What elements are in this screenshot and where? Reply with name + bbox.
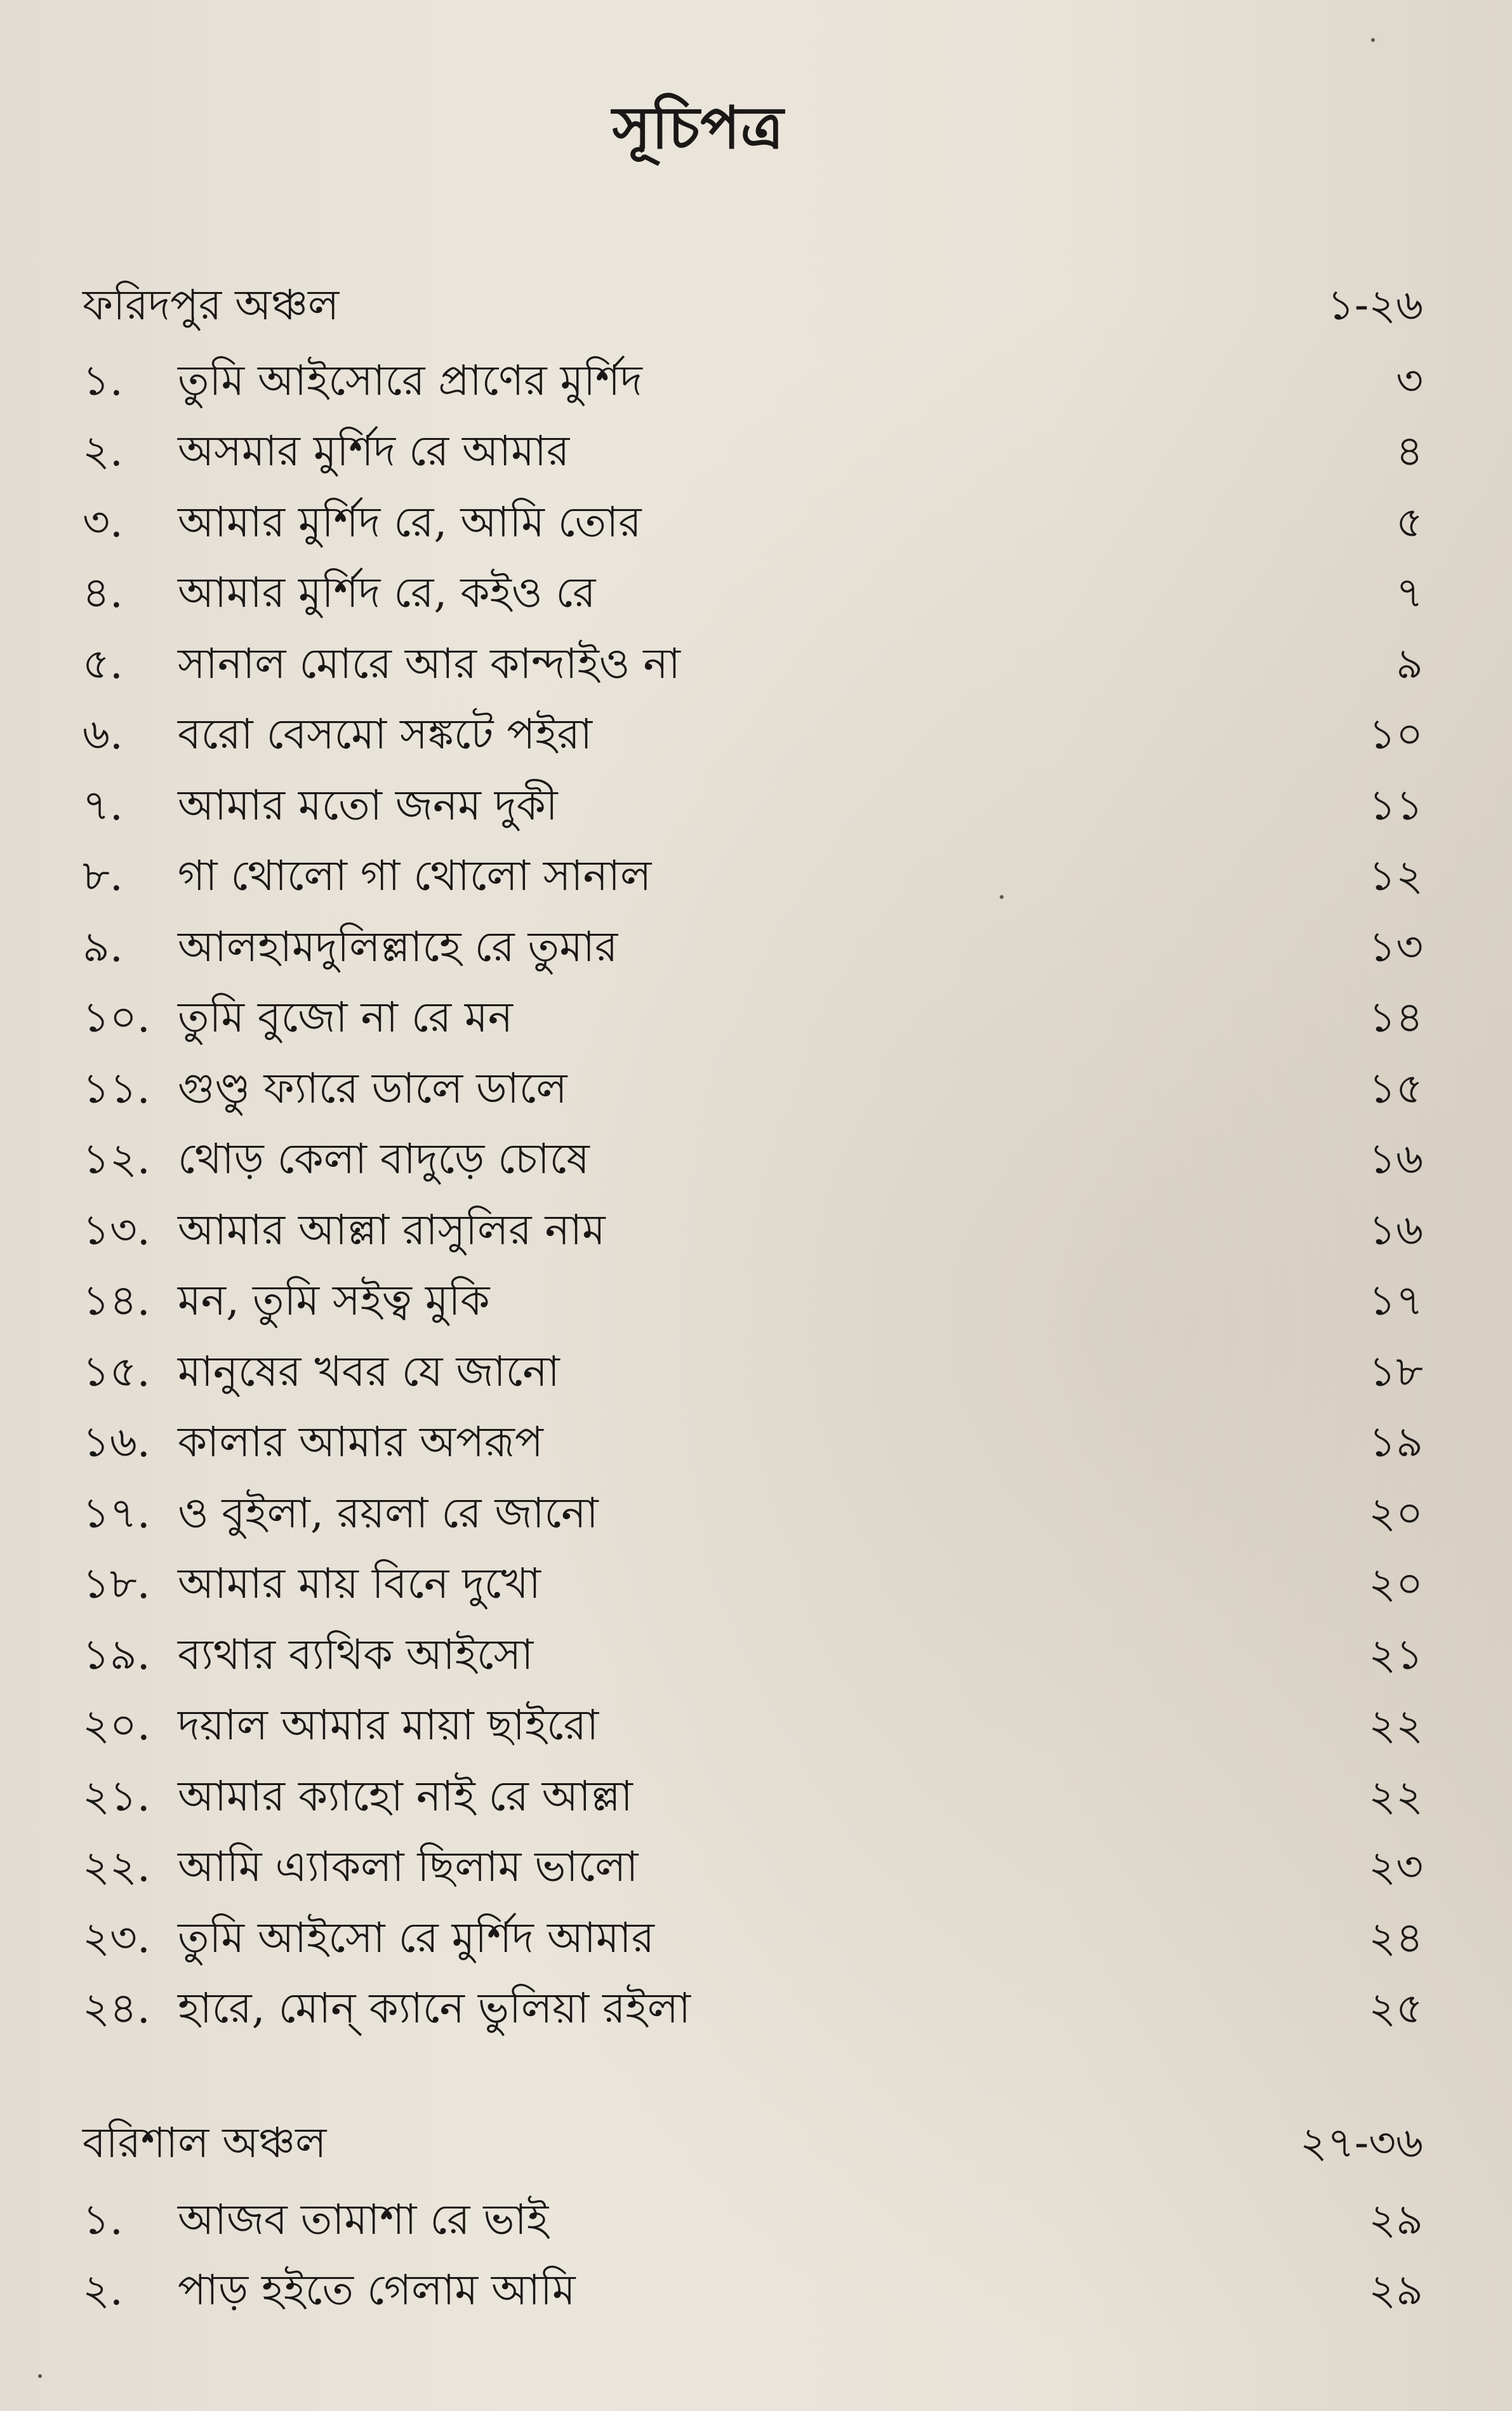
entry-title: আমার ক্যাহো নাই রে আল্লা xyxy=(178,1771,633,1821)
entry-page: ১৯ xyxy=(1369,1418,1423,1467)
entry-page: ১৪ xyxy=(1369,993,1423,1042)
entry-page: ৫ xyxy=(1396,497,1423,547)
section-header-barishal xyxy=(83,2114,1423,2177)
toc-entry[interactable] xyxy=(83,1197,1423,1268)
entry-number: ১৭. xyxy=(83,1488,150,1538)
toc-entry[interactable] xyxy=(83,1763,1423,1835)
section-page-range: ১-২৬ xyxy=(1327,281,1423,329)
section-name: ফরিদপুর অঞ্চল xyxy=(83,281,340,329)
entry-title: দয়াল আমার মায়া ছাইরো xyxy=(178,1701,599,1750)
entry-title: আমার আল্লা রাসুলির নাম xyxy=(178,1205,606,1254)
toc-entry[interactable] xyxy=(83,489,1423,561)
entry-number: ১৩. xyxy=(83,1205,150,1254)
entry-number: ৮. xyxy=(83,851,123,901)
entry-title: মানুষের খবর যে জানো xyxy=(178,1346,560,1396)
entry-page: ১৫ xyxy=(1369,1063,1423,1113)
entry-page: ২২ xyxy=(1369,1771,1423,1821)
entry-number: ১৯. xyxy=(83,1630,150,1679)
entry-title: মন, তুমি সইত্ব মুকি xyxy=(178,1276,490,1325)
section-page-range: ২৭-৩৬ xyxy=(1300,2118,1423,2167)
entry-number: ৩. xyxy=(83,497,123,547)
toc-entry[interactable] xyxy=(83,1410,1423,1481)
entry-page: ২৩ xyxy=(1369,1842,1423,1892)
entry-title: অসমার মুর্শিদ রে আমার xyxy=(178,427,570,476)
entry-page: ২৪ xyxy=(1369,1913,1423,1962)
toc-entry[interactable] xyxy=(83,2187,1423,2258)
entry-title: আজব তামাশা রে ভাই xyxy=(178,2195,549,2244)
toc-entry[interactable] xyxy=(83,844,1423,915)
entry-number: ২৩. xyxy=(83,1913,150,1962)
toc-entry[interactable] xyxy=(83,1835,1423,1906)
entry-title: গা থোলো গা থোলো সানাল xyxy=(178,851,652,901)
page-title: সূচিপত্র xyxy=(612,93,785,162)
entry-page: ৯ xyxy=(1396,639,1423,688)
entry-number: ৭. xyxy=(83,780,123,830)
entry-page: ১৬ xyxy=(1369,1134,1423,1184)
section-entries-barishal xyxy=(83,2187,1423,2328)
entry-page: ২৫ xyxy=(1369,1984,1423,2033)
entry-number: ৬. xyxy=(83,710,123,759)
entry-page: ১৬ xyxy=(1369,1205,1423,1254)
entry-title: তুমি আইসো রে মুর্শিদ আমার xyxy=(178,1913,654,1962)
toc-entry[interactable] xyxy=(83,1480,1423,1551)
entry-page: ২০ xyxy=(1369,1559,1423,1609)
entry-title: তুমি বুজো না রে মন xyxy=(178,993,514,1042)
entry-number: ১৮. xyxy=(83,1559,150,1609)
entry-page: ২০ xyxy=(1369,1488,1423,1538)
toc-entry[interactable] xyxy=(83,914,1423,985)
entry-title: আমার মতো জনম দুকী xyxy=(178,780,558,830)
entry-title: আমার মায় বিনে দুখো xyxy=(178,1559,541,1609)
entry-number: ১২. xyxy=(83,1134,150,1184)
entry-title: আলহামদুলিল্লাহে রে তুমার xyxy=(178,922,618,971)
entry-number: ২২. xyxy=(83,1842,150,1892)
toc-entry[interactable] xyxy=(83,631,1423,702)
section-entries-faridpur xyxy=(83,348,1423,2047)
entry-number: ২০. xyxy=(83,1701,150,1750)
entry-title: সানাল মোরে আর কান্দাইও না xyxy=(178,639,680,688)
entry-number: ১. xyxy=(83,2195,123,2244)
section-header-faridpur xyxy=(83,276,1423,340)
toc-entry[interactable] xyxy=(83,1268,1423,1339)
toc-entry[interactable] xyxy=(83,2258,1423,2329)
entry-title: কালার আমার অপরূপ xyxy=(178,1418,543,1467)
entry-number: ২৪. xyxy=(83,1984,150,2033)
entry-title: আমি এ্যাকলা ছিলাম ভালো xyxy=(178,1842,639,1892)
entry-title: তুমি আইসোরে প্রাণের মুর্শিদ xyxy=(178,355,642,405)
entry-number: ১৪. xyxy=(83,1276,150,1325)
toc-entry[interactable] xyxy=(83,1056,1423,1127)
toc-entry[interactable] xyxy=(83,702,1423,773)
paper-speck xyxy=(38,2374,42,2378)
toc-entry[interactable] xyxy=(83,1127,1423,1198)
entry-number: ৫. xyxy=(83,639,123,688)
entry-page: ২৯ xyxy=(1369,2195,1423,2244)
entry-title: গুণ্ডু ফ্যারে ডালে ডালে xyxy=(178,1063,567,1113)
entry-number: ২. xyxy=(83,427,123,476)
entry-page: ১২ xyxy=(1369,851,1423,901)
entry-number: ২১. xyxy=(83,1771,150,1821)
entry-title: ও বুইলা, রয়লা রে জানো xyxy=(178,1488,599,1538)
toc-entry[interactable] xyxy=(83,561,1423,632)
entry-title: পাড় হইতে গেলাম আমি xyxy=(178,2266,576,2315)
toc-entry[interactable] xyxy=(83,1622,1423,1693)
toc-entry[interactable] xyxy=(83,1693,1423,1764)
entry-page: ১১ xyxy=(1369,780,1423,830)
toc-entry[interactable] xyxy=(83,1976,1423,2047)
entry-number: ১১. xyxy=(83,1063,150,1113)
entry-title: ব্যথার ব্যথিক আইসো xyxy=(178,1630,534,1679)
entry-page: ১০ xyxy=(1369,710,1423,759)
entry-page: ৪ xyxy=(1396,427,1423,476)
toc-entry[interactable] xyxy=(83,1905,1423,1976)
entry-page: ২৯ xyxy=(1369,2266,1423,2315)
entry-number: ৯. xyxy=(83,922,123,971)
entry-page: ১৮ xyxy=(1369,1346,1423,1396)
entry-title: আমার মুর্শিদ রে, আমি তোর xyxy=(178,497,642,547)
entry-number: ১৬. xyxy=(83,1418,150,1467)
entry-page: ৭ xyxy=(1396,568,1423,618)
entry-number: ১. xyxy=(83,355,123,405)
entry-page: ২১ xyxy=(1369,1630,1423,1679)
entry-number: ১০. xyxy=(83,993,150,1042)
entry-page: ৩ xyxy=(1396,355,1423,405)
toc-entry[interactable] xyxy=(83,419,1423,490)
entry-page: ২২ xyxy=(1369,1701,1423,1750)
entry-title: আমার মুর্শিদ রে, কইও রে xyxy=(178,568,596,618)
entry-title: বরো বেসমো সঙ্কটে পইরা xyxy=(178,710,592,759)
paper-speck xyxy=(1000,895,1004,899)
entry-title: হারে, মোন্ ক্যানে ভুলিয়া রইলা xyxy=(178,1984,691,2033)
entry-page: ১৭ xyxy=(1369,1276,1423,1325)
entry-number: ১৫. xyxy=(83,1346,150,1396)
toc-entry[interactable] xyxy=(83,985,1423,1056)
entry-title: থোড় কেলা বাদুড়ে চোষে xyxy=(178,1134,590,1184)
toc-entry[interactable] xyxy=(83,1551,1423,1623)
entry-page: ১৩ xyxy=(1369,922,1423,971)
toc-entry[interactable] xyxy=(83,773,1423,844)
paper-speck xyxy=(1371,38,1375,42)
toc-entry[interactable] xyxy=(83,1339,1423,1410)
entry-number: ২. xyxy=(83,2266,123,2315)
toc-entry[interactable] xyxy=(83,348,1423,419)
entry-number: ৪. xyxy=(83,568,123,618)
section-name: বরিশাল অঞ্চল xyxy=(83,2118,327,2167)
